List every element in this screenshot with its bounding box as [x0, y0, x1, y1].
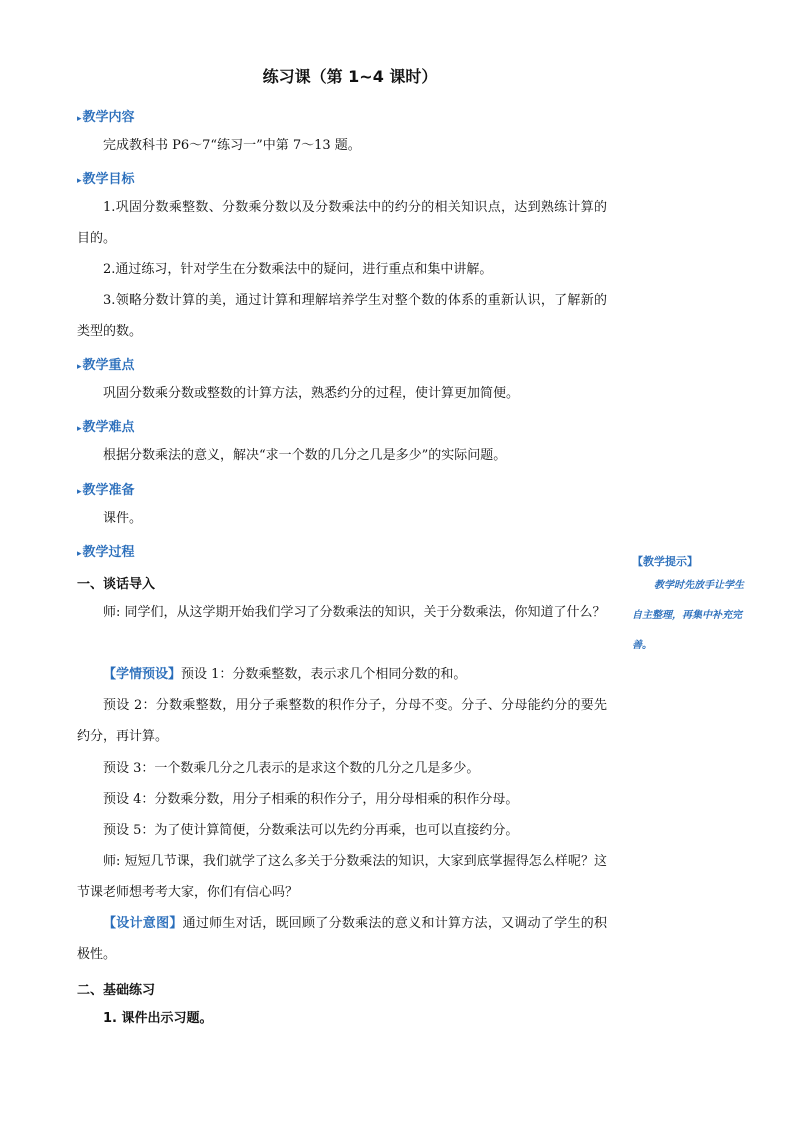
sidebar-tip-title: 【教学提示】	[632, 555, 698, 568]
teaching-key-text: 巩固分数乘分数或整数的计算方法，熟悉约分的过程，使计算更加简便。	[103, 386, 520, 401]
part2-item: 1. 课件出示习题。	[103, 1011, 213, 1026]
tag-xueqing: 【学情预设】	[103, 667, 182, 682]
heading-teaching-difficulty: ▸教学难点	[77, 420, 135, 435]
preset-item: 预设 4：分数乘分数，用分子相乘的积作分子，用分母相乘的积作分母。	[103, 792, 519, 807]
preset-item: 预设 2：分数乘整数，用分子乘整数的积作分子，分母不变。分子、分母能约分的要先约分，再计算。	[77, 698, 607, 744]
goal-item: 3.领略分数计算的美，通过计算和理解培养学生对整个数的体系的重新认识，了解新的类型的数。	[77, 293, 607, 339]
triangle-bullet-icon: ▸	[77, 114, 82, 124]
teaching-difficulty-text: 根据分数乘法的意义，解决“求一个数的几分之几是多少”的实际问题。	[103, 448, 507, 463]
teacher-follow: 师: 短短几节课，我们就学了这么多关于分数乘法的知识，大家到底掌握得怎么样呢？这节课老师想考考大家，你们有信心吗？	[77, 854, 607, 900]
heading-teaching-prep: ▸教学准备	[77, 483, 135, 498]
teaching-prep-text: 课件。	[103, 511, 143, 526]
sidebar-tip	[632, 553, 752, 661]
heading-teaching-process: ▸教学过程	[77, 545, 135, 560]
triangle-bullet-icon: ▸	[77, 549, 82, 559]
tag-sheji: 【设计意图】	[103, 916, 183, 931]
triangle-bullet-icon: ▸	[77, 176, 82, 186]
teacher-intro: 师: 同学们，从这学期开始我们学习了分数乘法的知识，关于分数乘法，你知道了什么？	[103, 605, 606, 620]
preset-item: 预设 5：为了使计算简便，分数乘法可以先约分再乘，也可以直接约分。	[103, 823, 519, 838]
goal-item: 1.巩固分数乘整数、分数乘分数以及分数乘法中的约分的相关知识点，达到熟练计算的目的。	[77, 200, 607, 246]
teaching-content-text: 完成教科书 P6～7“练习一”中第 7～13 题。	[103, 138, 361, 153]
design-intent: 【设计意图】通过师生对话，既回顾了分数乘法的意义和计算方法，又调动了学生的积极性。	[77, 916, 607, 962]
heading-teaching-content: ▸教学内容	[77, 110, 135, 125]
page-title: 练习课（第 1~4 课时）	[262, 67, 438, 86]
preset-item: 预设 3：一个数乘几分之几表示的是求这个数的几分之几是多少。	[103, 761, 480, 776]
preset-item: 【学情预设】预设 1：分数乘整数，表示求几个相同分数的和。	[103, 667, 467, 682]
heading-part2-basic: 二、基础练习	[77, 983, 156, 998]
heading-teaching-key: ▸教学重点	[77, 358, 135, 373]
triangle-bullet-icon: ▸	[77, 362, 82, 372]
goal-item: 2.通过练习，针对学生在分数乘法中的疑问，进行重点和集中讲解。	[103, 262, 493, 277]
sidebar-tip-text: 教学时先放手让学生自主整理，再集中补充完善。	[632, 580, 744, 651]
heading-part1-intro: 一、谈话导入	[77, 577, 156, 592]
triangle-bullet-icon: ▸	[77, 424, 82, 434]
heading-teaching-goals: ▸教学目标	[77, 172, 135, 187]
triangle-bullet-icon: ▸	[77, 487, 82, 497]
